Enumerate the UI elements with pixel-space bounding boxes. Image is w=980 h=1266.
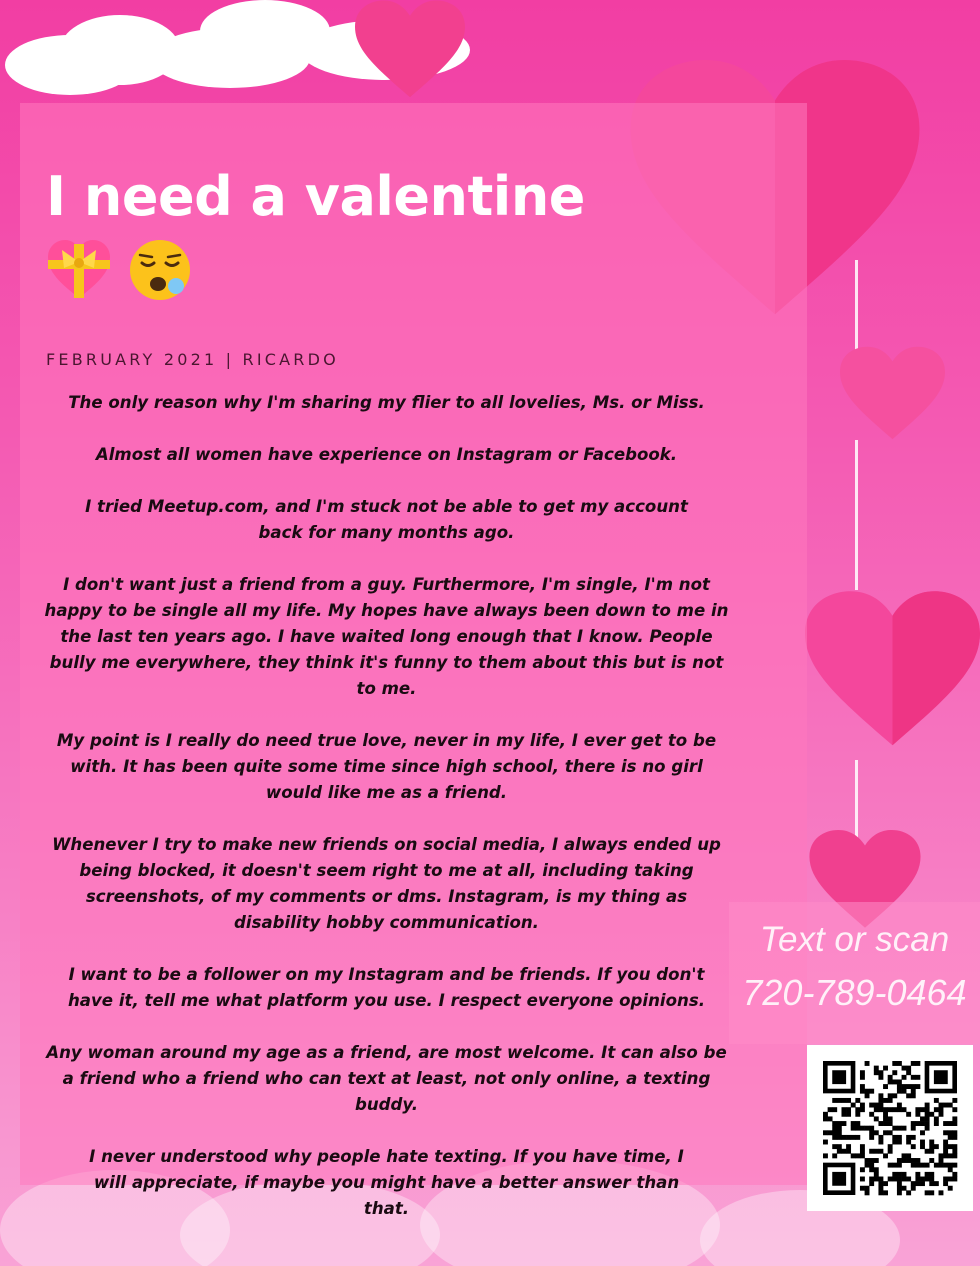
flyer-title: I need a valentine — [46, 165, 585, 228]
qr-code-graphic — [807, 1045, 973, 1211]
heart-icon — [840, 345, 945, 443]
heart-with-ribbon-icon — [46, 238, 112, 300]
qr-code-icon[interactable] — [807, 1045, 973, 1211]
contact-label: Text or scan — [759, 920, 950, 959]
paragraph: I never understood why people hate texting. If you have time, I will appreciate, if maybe you might have a better answer than that. — [89, 1147, 684, 1218]
contact-box — [729, 902, 980, 1044]
phone-number[interactable]: 720-789-0464 — [742, 972, 967, 1013]
paragraph: I tried Meetup.com, and I'm stuck not be able to get my account back for many months ago. — [85, 497, 688, 542]
heart-string — [855, 760, 858, 840]
paragraph: My point is I really do need true love, never in my life, I ever get to be with. It has been quite some time since high school, there is no girl would like me as a friend. — [56, 731, 717, 802]
paragraph: Almost all women have experience on Instagram or Facebook. — [95, 445, 678, 464]
paragraph: The only reason why I'm sharing my flier to all lovelies, Ms. or Miss. — [68, 393, 705, 412]
heart-icon — [355, 0, 465, 100]
paragraph: I don't want just a friend from a guy. Furthermore, I'm single, I'm not happy to be single all my life. My hopes have always been down to me in the last ten years ago. I have waited long enough that I know. People bully me everywhere, they think it's funny to them about this but is not to me. — [44, 575, 729, 698]
sleepy-face-icon — [128, 238, 192, 302]
heart-icon — [805, 580, 980, 760]
paragraph: I want to be a follower on my Instagram and be friends. If you don't have it, tell me what platform you use. I respect everyone opinions. — [67, 965, 706, 1010]
paragraph: Whenever I try to make new friends on social media, I always ended up being blocked, it doesn't seem right to me at all, including taking screenshots, of my comments or dms. Instagram, is my thing as disability hobby communication. — [52, 835, 721, 932]
emoji-row — [46, 238, 192, 302]
heart-string — [855, 440, 858, 590]
flyer-body — [44, 390, 729, 1248]
paragraph: Any woman around my age as a friend, are most welcome. It can also be a friend who a friend who can text at least, not only online, a texting buddy. — [46, 1043, 727, 1114]
byline: FEBRUARY 2021 | RICARDO — [46, 350, 339, 369]
